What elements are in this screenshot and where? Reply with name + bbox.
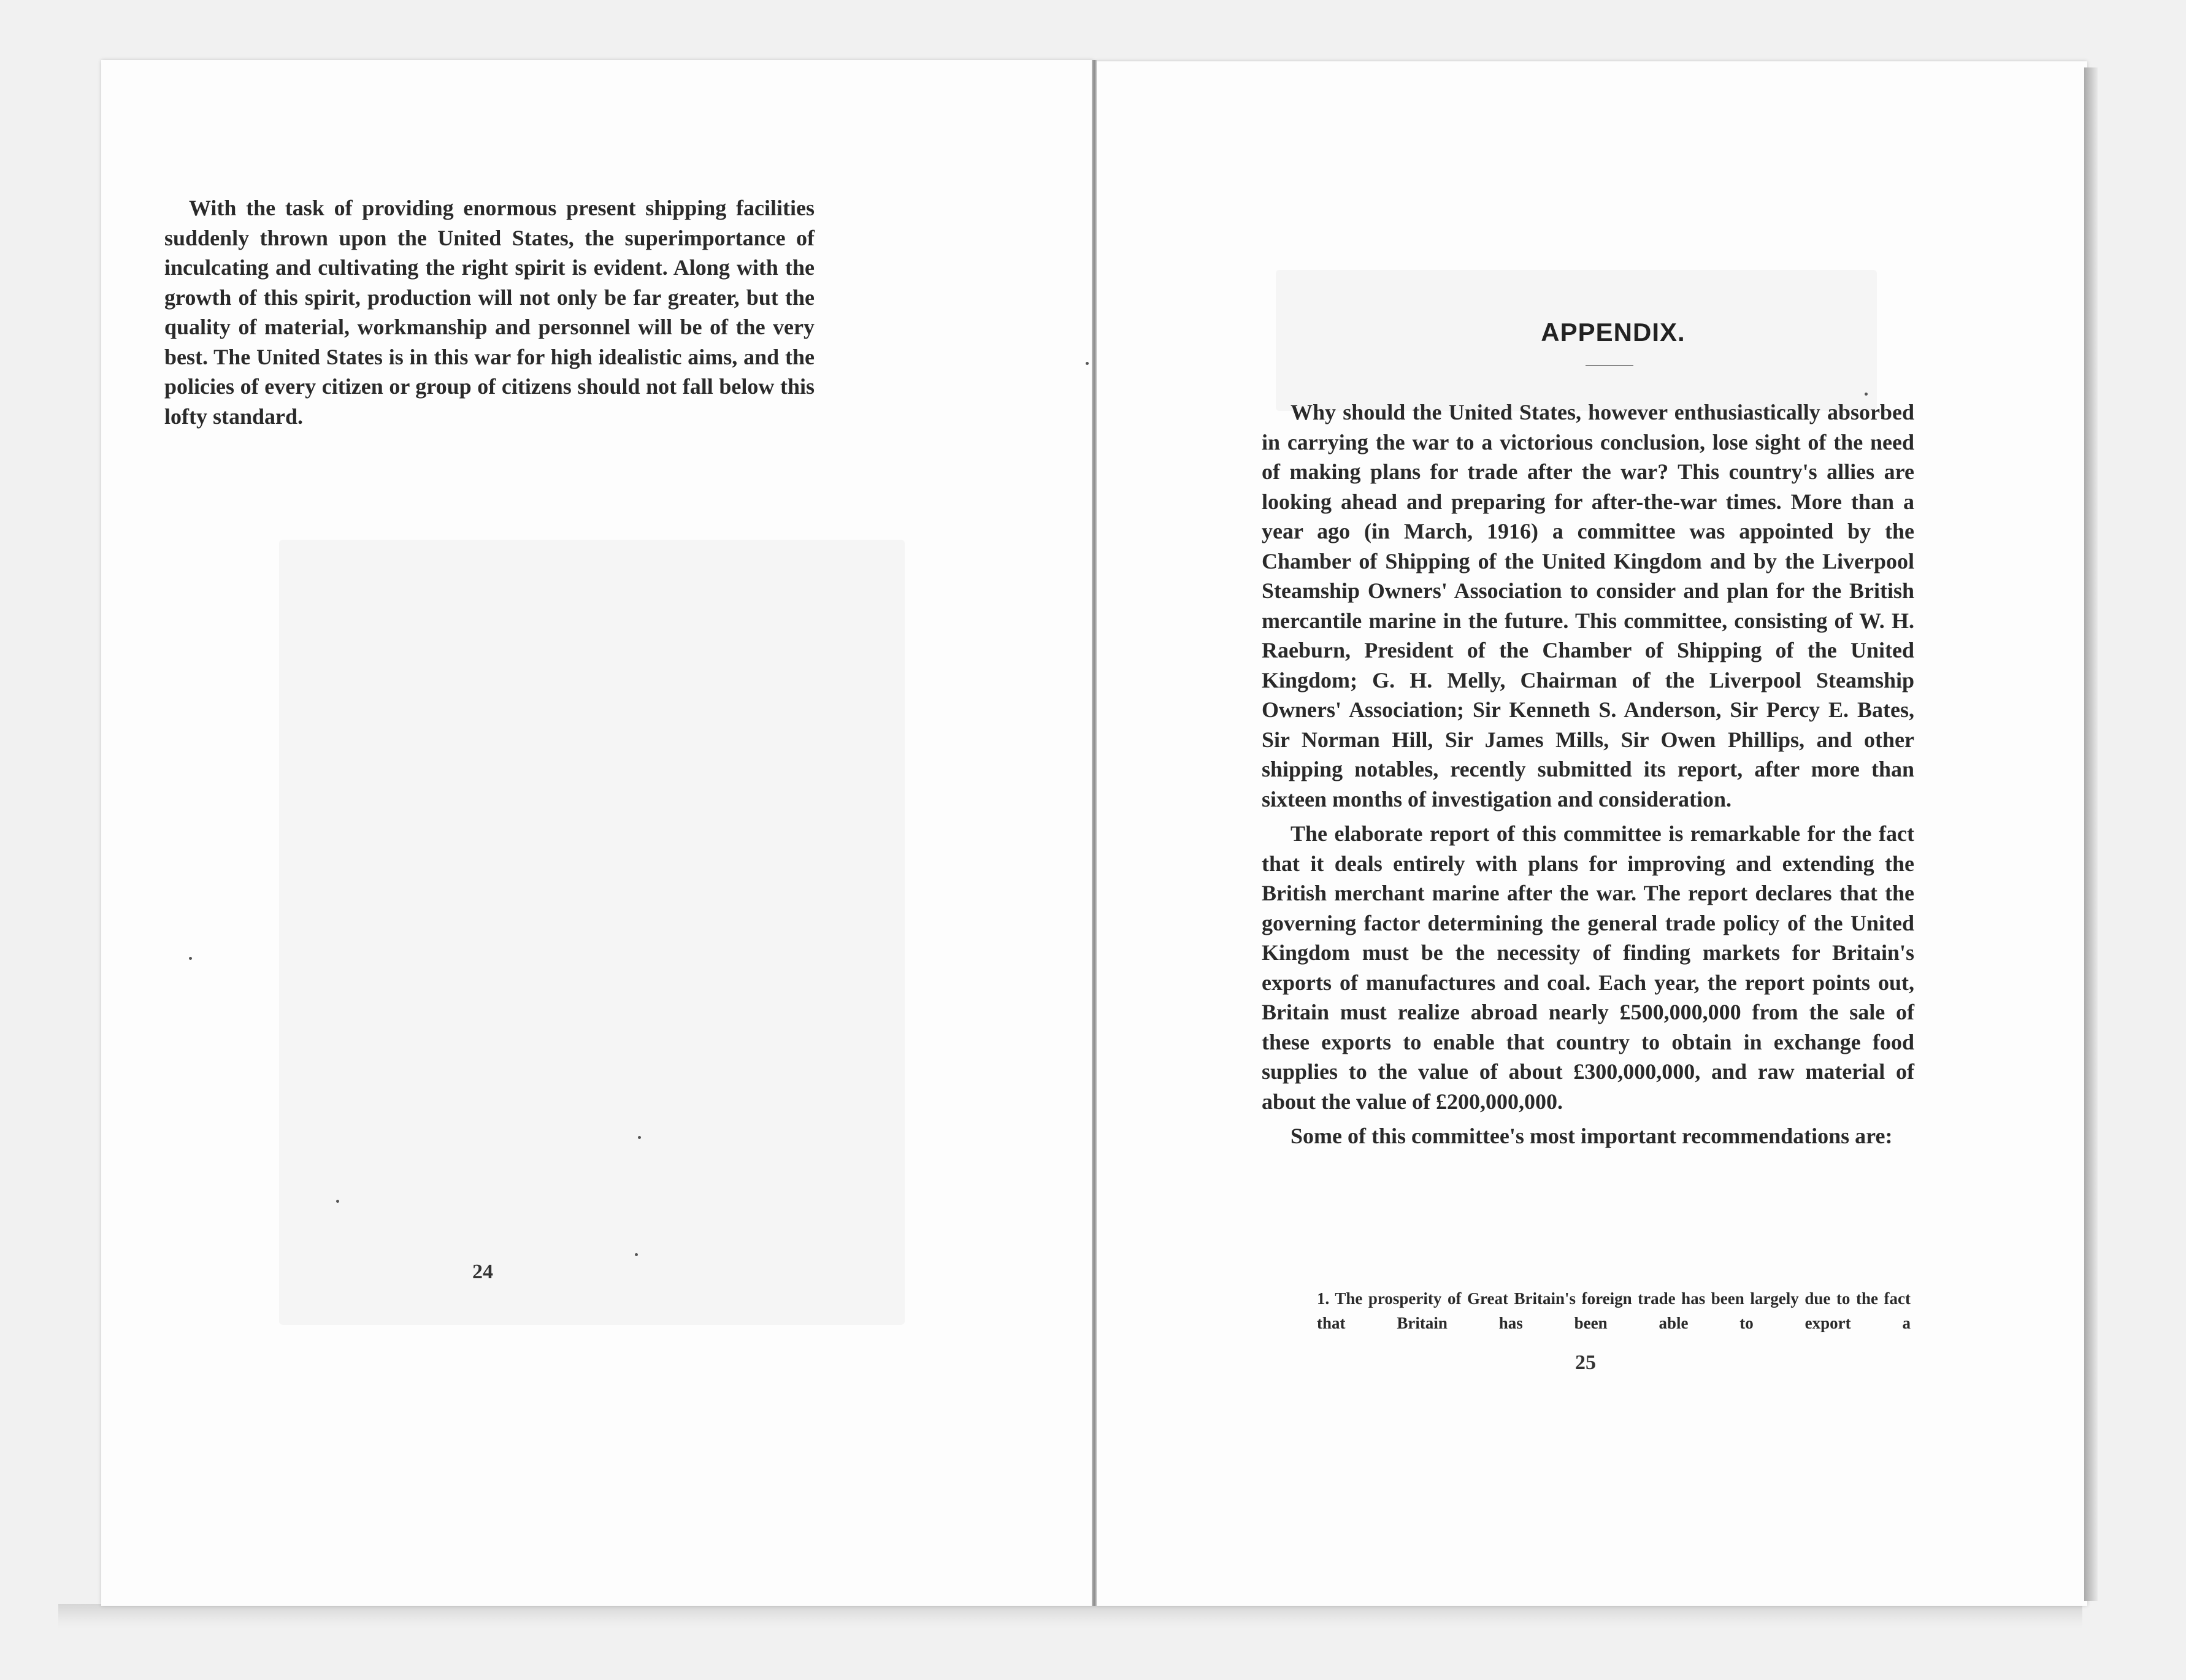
scan-speck bbox=[635, 1253, 638, 1256]
left-paragraph: With the task of providing enormous present shipping facilities suddenly thrown upon the United States, the superimportance of inculcating and cultivating the right spirit is evident. Along with the growth of this spirit, production will not only be far greater, but the quality of material, workmanship and personnel will be of the very best. The United States is in this war for high idealistic aims, and the policies of every citizen or group of citizens should not fall below this lofty standard. bbox=[164, 196, 815, 429]
right-paragraph-2: The elaborate report of this committee is remarkable for the fact that it deals entirely with plans for improving and extending the British merchant marine after the war. The report declares that the governing factor determining the general trade policy of the United Kingdom must be the necessity of finding markets for Britain's exports of manufactures and coal. Each year, the report points out, Britain must realize abroad nearly £500,000,000 from the sale of these exports to enable that country to obtain in exchange food supplies to the value of about £300,000,000, and raw material of about the value of £200,000,000. bbox=[1262, 821, 1914, 1114]
heading-rule bbox=[1586, 365, 1633, 366]
scan-speck bbox=[1865, 393, 1868, 396]
page-edge-shadow bbox=[2084, 67, 2098, 1601]
scan-speck bbox=[336, 1200, 339, 1203]
right-paragraph-3: Some of this committee's most important recommendations are: bbox=[1291, 1124, 1893, 1148]
scan-speck bbox=[1086, 362, 1089, 365]
bleed-through-left bbox=[279, 540, 905, 1325]
page-number-right: 25 bbox=[1575, 1351, 1596, 1374]
page-bottom-shadow bbox=[58, 1604, 2082, 1628]
appendix-heading: APPENDIX. bbox=[1541, 318, 1686, 347]
right-page-text bbox=[1262, 397, 1914, 1151]
scan-speck bbox=[638, 1136, 641, 1139]
right-paragraph-1: Why should the United States, however enthusiastically absorbed in carrying the war to a victorious conclusion, lose sight of the need of making plans for trade after the war? This country's allies are looking ahead and preparing for after-the-war times. More than a year ago (in March, 1916) a committee was appointed by the Chamber of Shipping of the United Kingdom and by the Liverpool Steamship Owners' Association to consider and plan for the British mercantile marine in the future. This committee, consisting of W. H. Raeburn, President of the Chamber of Shipping of the United Kingdom; G. H. Melly, Chairman of the Liverpool Steamship Owners' Association; Sir Kenneth S. Anderson, Sir Percy E. Bates, Sir Norman Hill, Sir James Mills, Sir Owen Phillips, and other shipping notables, recently submitted its report, after more than sixteen months of investigation and consideration. bbox=[1262, 400, 1914, 811]
scan-speck bbox=[189, 957, 192, 960]
page-number-left: 24 bbox=[472, 1260, 493, 1283]
left-page-text bbox=[164, 193, 815, 431]
footnote-text: 1. The prosperity of Great Britain's foreign trade has been largely due to the fact that Britain has been able to export a bbox=[1317, 1289, 1911, 1332]
book-gutter bbox=[1092, 60, 1097, 1606]
